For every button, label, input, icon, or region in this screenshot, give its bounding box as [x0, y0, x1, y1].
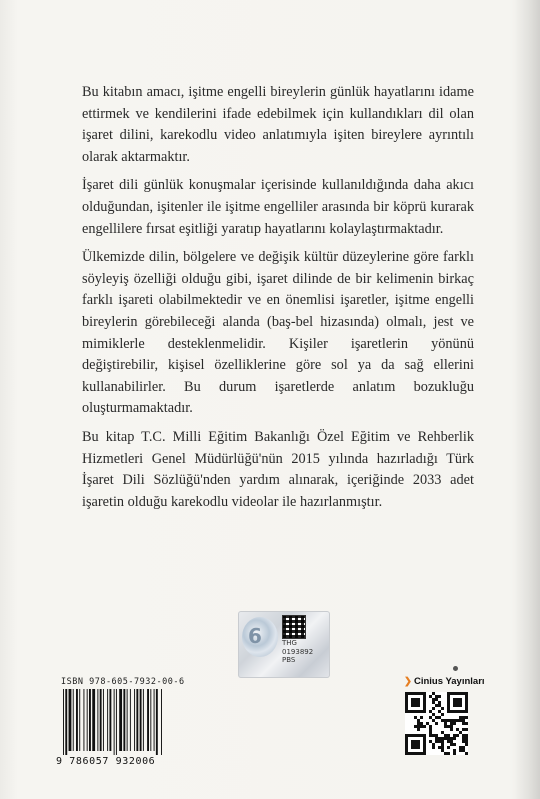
qr-module — [450, 722, 453, 725]
barcode-bar — [92, 689, 95, 751]
barcode-bar — [69, 689, 72, 751]
barcode-bar — [107, 689, 108, 751]
barcode-bar — [147, 689, 149, 751]
qr-module — [465, 752, 468, 755]
qr-module — [432, 719, 435, 722]
qr-module — [435, 734, 438, 737]
publisher-name — [404, 676, 485, 687]
qr-module — [453, 749, 456, 752]
barcode-bar — [63, 689, 64, 755]
qr-module — [462, 719, 465, 722]
barcode-bar — [123, 689, 125, 751]
qr-module — [465, 740, 468, 743]
qr-module — [453, 719, 456, 722]
qr-module — [426, 722, 429, 725]
barcode-bar — [127, 689, 128, 751]
qr-module — [441, 737, 444, 740]
qr-module — [438, 737, 441, 740]
paragraph-4: Bu kitap T.C. Milli Eğitim Bakanlığı Özel Eğitim ve Rehberlik Hizmetleri Genel Müdürlüğü'nün 2015 yılında hazırladığı Türk İşaret Dili Sözlüğü'nden yardım alınarak, içeriğinde 2033 adet işaretin olduğu karekodlu videolar ile hazırlanmıştır. — [82, 428, 474, 510]
barcode-bar — [134, 689, 135, 751]
qr-module — [423, 725, 426, 728]
qr-code-icon — [405, 692, 468, 755]
barcode-bar — [100, 689, 102, 751]
qr-module — [429, 695, 432, 698]
barcode-bar — [136, 689, 138, 751]
qr-module — [420, 722, 423, 725]
qr-module — [432, 746, 435, 749]
qr-module — [438, 740, 441, 743]
qr-module — [438, 704, 441, 707]
barcode-bar — [161, 689, 162, 755]
barcode-bar — [150, 689, 151, 751]
qr-module — [450, 725, 453, 728]
qr-module — [438, 695, 441, 698]
qr-module — [432, 734, 435, 737]
qr-module — [417, 719, 420, 722]
qr-module — [441, 743, 444, 746]
qr-module — [459, 731, 462, 734]
barcode-bar — [79, 689, 80, 751]
barcode-bar — [154, 689, 155, 751]
qr-module — [441, 740, 444, 743]
barcode-bar — [116, 689, 117, 755]
qr-module — [462, 746, 465, 749]
qr-module — [456, 719, 459, 722]
qr-module — [456, 734, 459, 737]
qr-module — [462, 749, 465, 752]
qr-module — [441, 746, 444, 749]
barcode-bar — [140, 689, 142, 751]
barcode-bar — [156, 689, 158, 755]
sticker-code — [282, 639, 313, 665]
barcode-bar — [119, 689, 122, 751]
qr-module — [432, 713, 435, 716]
barcode-bar — [73, 689, 74, 751]
qr-module — [438, 710, 441, 713]
barcode — [61, 689, 181, 755]
barcode-bar — [109, 689, 111, 751]
qr-module — [447, 734, 450, 737]
qr-module — [432, 707, 435, 710]
qr-module — [447, 719, 450, 722]
qr-module — [462, 737, 465, 740]
qr-module — [441, 719, 444, 722]
qr-module — [429, 731, 432, 734]
qr-module — [438, 746, 441, 749]
paragraph-2: İşaret dili günlük konuşmalar içerisinde kullanıldığında daha akıcı olduğundan, işitenler ile işitme engelliler arasında bir köprü kurarak engellilere fırsat eşitliği yaratıp hayatlarını kolaylaştırmaktadır. — [82, 177, 474, 237]
publisher-name-text: Cinius Yayınları — [413, 676, 485, 687]
qr-module — [429, 740, 432, 743]
sticker-line-3: PBS — [282, 656, 296, 664]
qr-module — [450, 728, 453, 731]
qr-module — [441, 707, 444, 710]
qr-module — [417, 725, 420, 728]
barcode-bar — [114, 689, 115, 755]
barcode-bar — [87, 689, 88, 751]
qr-module — [462, 740, 465, 743]
qr-module — [459, 719, 462, 722]
qr-module — [444, 725, 447, 728]
barcode-bar — [143, 689, 144, 751]
qr-module — [465, 737, 468, 740]
qr-module — [432, 692, 435, 695]
qr-module — [453, 698, 462, 707]
qr-module — [432, 743, 435, 746]
paragraph-1: Bu kitabın amacı, işitme engelli bireylerin günlük hayatlarını idame ettirmek ve kendilerini ifade edebilmek için kullandıkları dil olan işaret dilini, karekodlu video anlatımıyla işiten bireylere ayrıntılı olarak aktarmaktır. — [82, 84, 474, 165]
qr-module — [435, 737, 438, 740]
qr-module — [444, 719, 447, 722]
qr-module — [444, 752, 447, 755]
spine-shadow — [514, 0, 540, 799]
qr-module — [465, 734, 468, 737]
qr-module — [429, 710, 432, 713]
qr-module — [420, 716, 423, 719]
qr-module — [411, 698, 420, 707]
qr-module — [459, 749, 462, 752]
qr-module — [453, 737, 456, 740]
qr-module — [429, 734, 432, 737]
ink-dot — [453, 666, 458, 671]
qr-module — [453, 752, 456, 755]
qr-module — [447, 725, 450, 728]
qr-module — [414, 725, 417, 728]
qr-module — [417, 728, 420, 731]
qr-module — [417, 722, 420, 725]
qr-module — [465, 728, 468, 731]
qr-module — [444, 734, 447, 737]
qr-module — [438, 701, 441, 704]
barcode-bar — [103, 689, 104, 751]
qr-module — [450, 719, 453, 722]
barcode-bar — [97, 689, 98, 751]
barcode-number: 9 786057 932006 — [56, 756, 156, 767]
qr-module — [465, 743, 468, 746]
qr-module — [444, 737, 447, 740]
qr-module — [447, 740, 450, 743]
sticker-line-1: THG — [282, 639, 297, 647]
qr-module — [420, 725, 423, 728]
qr-module — [435, 740, 438, 743]
barcode-bar — [130, 689, 131, 751]
qr-module — [450, 740, 453, 743]
qr-module — [447, 737, 450, 740]
qr-module — [435, 716, 438, 719]
qr-module — [453, 722, 456, 725]
qr-module — [453, 743, 456, 746]
qr-module — [450, 743, 453, 746]
qr-module — [435, 698, 438, 701]
barcode-bar — [89, 689, 91, 751]
sticker-line-2: 0193892 — [282, 647, 314, 656]
barcode-bar — [83, 689, 84, 751]
qr-module — [435, 695, 438, 698]
description-text — [82, 82, 474, 520]
qr-module — [462, 716, 465, 719]
bandrol-sticker — [238, 611, 330, 678]
qr-module — [432, 701, 435, 704]
barcode-bar — [65, 689, 67, 755]
qr-module — [441, 713, 444, 716]
qr-module — [462, 734, 465, 737]
qr-module — [465, 716, 468, 719]
publisher-logo-icon: ❯ — [404, 676, 412, 687]
qr-module — [444, 722, 447, 725]
qr-module — [411, 740, 420, 749]
qr-module — [435, 704, 438, 707]
qr-module — [456, 728, 459, 731]
qr-module — [438, 716, 441, 719]
barcode-bar — [76, 689, 78, 751]
qr-module — [441, 731, 444, 734]
qr-module — [450, 737, 453, 740]
qr-module — [447, 746, 450, 749]
qr-module — [459, 716, 462, 719]
qr-module — [429, 716, 432, 719]
sticker-qr-icon — [282, 615, 306, 639]
qr-module — [414, 716, 417, 719]
qr-module — [447, 752, 450, 755]
qr-module — [441, 749, 444, 752]
qr-module — [453, 734, 456, 737]
qr-module — [462, 728, 465, 731]
qr-module — [429, 725, 432, 728]
qr-module — [462, 722, 465, 725]
qr-module — [465, 722, 468, 725]
qr-module — [429, 728, 432, 731]
isbn-label: ISBN 978-605-7932-00-6 — [61, 677, 185, 687]
qr-module — [432, 698, 435, 701]
paragraph-3: Ülkemizde dilin, bölgelere ve değişik kültür düzeylerine göre farklı söyleyiş özelliği olduğu gibi, işaret dilinde de bir kelimenin birkaç farklı işareti olabilmektedir ve en önemlisi işaretler, işitme engelli bireylerin görebileceği alanda (baş-bel hizasında) olmalı, jest ve mimiklerle desteklenmelidir. Kişiler işaretlerin yönünü değiştirebilir, kişisel özelliklerine göre sol ya da sağ ellerini kullanabilirler. Bu durum işaretlerde anlatım bozukluğu oluşturmamaktadır. — [82, 249, 474, 417]
hologram-number: 6 — [248, 624, 262, 648]
qr-module — [459, 746, 462, 749]
qr-module — [435, 722, 438, 725]
